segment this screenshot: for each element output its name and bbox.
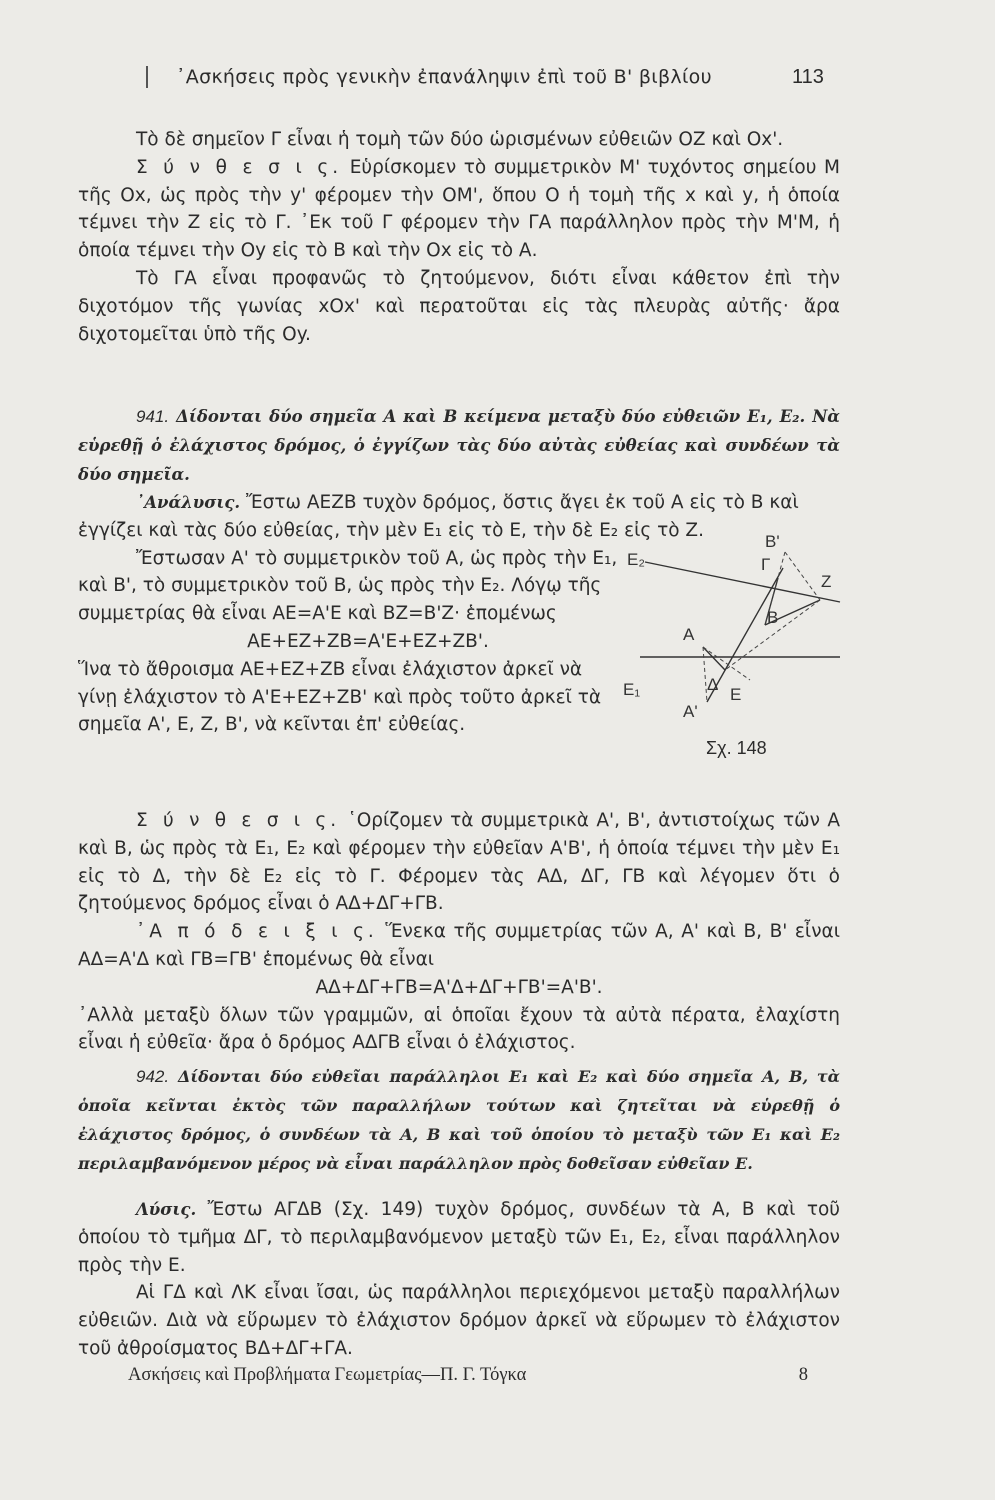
signature-number: 8: [798, 1365, 808, 1385]
paragraph: [78, 1196, 840, 1279]
label-gamma: Γ: [761, 555, 771, 574]
running-header: ᾿Ασκήσεις πρὸς γενικὴν ἐπανάληψιν ἐπὶ τοῦ Β' βιβλίου: [176, 66, 712, 88]
label-e2: Ε₂: [627, 550, 645, 569]
exercise-text: Δίδονται δύο σημεῖα Α καὶ Β κείμενα μεταξὺ δύο εὐθειῶν Ε₁, Ε₂. Νὰ εὑρεθῇ ὁ ἐλάχιστος δρόμος, ὁ ἐγγίζων τὰς δύο αὐτὰς εὐθείας καὶ συνδέων τὰ δύο σημεῖα.: [78, 407, 840, 484]
page-footer: [128, 1365, 808, 1386]
analysis-block: [78, 489, 799, 739]
label-z: Ζ: [821, 572, 832, 591]
synthesis-heading: Σ ύ ν θ ε σ ι ς.: [136, 810, 341, 831]
label-e: Ε: [730, 685, 742, 704]
analysis-heading: ᾿Ανάλυσις.: [136, 493, 241, 512]
page-number: 113: [792, 66, 824, 88]
paragraph: [78, 918, 840, 974]
solution-block: [78, 1196, 840, 1363]
formula: ΑΕ+ΕΖ+ΖΒ=Α'Ε+ΕΖ+ΖΒ'.: [247, 630, 489, 652]
exercise-number: 941.: [136, 407, 170, 426]
exercise-text: Δίδονται δύο εὐθεῖαι παράλληλοι Ε₁ καὶ Ε₂ καὶ δύο σημεῖα Α, Β, τὰ ὁποῖα κεῖνται ἐκτὸς τῶν παραλλήλων τούτων καὶ ζητεῖται νὰ εὑρεθῇ ὁ ἐλάχιστος δρόμος, ὁ συνδέων τὰ Α, Β καὶ τοῦ ὁποίου τὸ μεταξὺ τῶν Ε₁ καὶ Ε₂ περιλαμβανόμενον μέρος νὰ εἶναι παράλληλον πρὸς δοθεῖσαν εὐθεῖαν Ε.: [78, 1067, 840, 1173]
margin-mark: [146, 66, 148, 88]
label-delta: Δ: [707, 675, 719, 694]
label-e1: Ε₁: [623, 680, 641, 699]
paragraph-text: Ἔστω ΑΕΖΒ τυχὸν δρόμος, ὅστις ἄγει ἐκ τοῦ Α εἰς τὸ Β καὶ ἐγγίζει καὶ τὰς δύο εὐθείας, τὴν μὲν Ε₁ εἰς τὸ Ε, τὴν δὲ Ε₂ εἰς τὸ Ζ.: [78, 492, 799, 541]
label-b: Β: [767, 608, 779, 627]
paragraph: Αἱ ΓΔ καὶ ΛΚ εἶναι ἴσαι, ὡς παράλληλοι περιεχόμενοι μεταξὺ παραλλήλων εὐθειῶν. Διὰ νὰ εὕρωμεν τὸ ἐλάχιστον δρόμον ἀρκεῖ νὰ εὕρωμεν τὸ ἐλάχιστον τοῦ ἀθροίσματος ΒΔ+ΔΓ+ΓΑ.: [78, 1282, 840, 1359]
solution-heading: Λύσις.: [136, 1200, 197, 1219]
synthesis-block: [78, 807, 840, 1057]
proof-heading: ᾿Α π ό δ ε ι ξ ι ς.: [136, 921, 378, 943]
synthesis-heading: Σ ύ ν θ ε σ ι ς.: [136, 156, 343, 178]
figure-148: [615, 530, 845, 770]
segment-a-delta: [703, 647, 725, 670]
geometry-diagram: [615, 530, 845, 770]
line-a-prime-b-prime: [707, 568, 783, 702]
paragraph-text: Εὑρίσκομεν τὸ συμμετρικὸν Μ' τυχόντος σημείου Μ τῆς Οx, ὡς πρὸς τὴν y' φέρομεν τὴν ΟΜ', ὅπου Ο ἡ τομὴ τῆς x καὶ y, ἡ ὁποία τέμνει τὴν Ζ εἰς τὸ Γ. ᾿Εκ τοῦ Γ φέρομεν τὴν ΓΑ παράλληλον πρὸς τὴν Μ'Μ, ἡ ὁποία τέμνει τὴν Οy εἰς τὸ Β καὶ τὴν Οx εἰς τὸ Α.: [78, 156, 840, 262]
footer-text: Ασκήσεις καὶ Προβλήματα Γεωμετρίας—Π. Γ. Τόγκα: [128, 1365, 527, 1385]
dashed-b-prime-z: [785, 552, 820, 600]
paragraph: ᾿Αλλὰ μεταξὺ ὅλων τῶν γραμμῶν, αἱ ὁποῖαι ἔχουν τὰ αὐτὰ πέρατα, ἐλαχίστη εἶναι ἡ εὐθεῖα· ἄρα ὁ δρόμος ΑΔΓΒ εἶναι ὁ ἐλάχιστος.: [78, 1004, 840, 1054]
figure-caption: Σχ. 148: [706, 738, 767, 758]
exercise-942-statement: [78, 1062, 840, 1178]
paragraph: Ἔστωσαν Α' τὸ συμμετρικὸν τοῦ Α, ὡς πρὸς τὴν Ε₁, καὶ Β', τὸ συμμετρικὸν τοῦ Β, ὡς πρὸς τὴν Ε₂. Λόγῳ τῆς συμμετρίας θὰ εἶναι ΑΕ=Α'Ε καὶ ΒΖ=Β'Ζ· ἑπομένως: [78, 547, 618, 625]
label-a-prime: Α': [683, 702, 698, 721]
paragraph: [78, 154, 840, 265]
formula: ΑΔ+ΔΓ+ΓΒ=Α'Δ+ΔΓ+ΓΒ'=Α'Β'.: [315, 976, 603, 998]
exercise-941-statement: [78, 402, 840, 489]
paragraph: Τὸ ΓΑ εἶναι προφανῶς τὸ ζητούμενον, διότι εἶναι κάθετον ἐπὶ τὴν διχοτόμον τῆς γωνίας xΟx' καὶ περατοῦται εἰς τὰς πλευρὰς αὐτῆς· ἄρα διχοτομεῖται ὑπὸ τῆς Οy.: [78, 267, 840, 345]
paragraph: Ἵνα τὸ ἄθροισμα ΑΕ+ΕΖ+ΖΒ εἶναι ἐλάχιστον ἀρκεῖ νὰ γίνῃ ἐλάχιστον τὸ Α'Ε+ΕΖ+ΖΒ' καὶ πρὸς τοῦτο ἀρκεῖ τὰ σημεῖα Α', Ε, Ζ, Β', νὰ κεῖνται ἐπ' εὐθείας.: [78, 658, 602, 736]
exercise-number: 942.: [136, 1067, 170, 1086]
paragraph-text: Ἔστω ΑΓΔΒ (Σχ. 149) τυχὸν δρόμος, συνδέων τὰ Α, Β καὶ τοῦ ὁποίου τὸ τμῆμα ΔΓ, τὸ περιλαμβανόμενον μεταξὺ τῶν Ε₁, Ε₂, εἶναι παράλληλον πρὸς τὴν Ε.: [78, 1199, 840, 1276]
paragraph: Τὸ δὲ σημεῖον Γ εἶναι ἡ τομὴ τῶν δύο ὡρισμένων εὐθειῶν ΟΖ καὶ Οx'.: [136, 129, 784, 150]
top-section: [78, 126, 840, 348]
paragraph-text: Ἕνεκα τῆς συμμετρίας τῶν Α, Α' καὶ Β, Β' εἶναι ΑΔ=Α'Δ καὶ ΓΒ=ΓΒ' ἑπομένως θὰ εἶναι: [78, 921, 840, 970]
paragraph-text: ῾Ορίζομεν τὰ συμμετρικὰ Α', Β', ἀντιστοίχως τῶν Α καὶ Β, ὡς πρὸς τὰ Ε₁, Ε₂ καὶ φέρομεν τὴν εὐθεῖαν Α'Β', ἡ ὁποία τέμνει τὴν μὲν Ε₁ εἰς τὸ Δ, τὴν δὲ Ε₂ εἰς τὸ Γ. Φέρομεν τὰς ΑΔ, ΔΓ, ΓΒ καὶ λέγομεν ὅτι ὁ ζητούμενος δρόμος εἶναι ὁ ΑΔ+ΔΓ+ΓΒ.: [78, 810, 840, 915]
label-b-prime: Β': [765, 532, 780, 551]
label-a: Α: [683, 625, 695, 644]
line-e2: [645, 562, 840, 602]
paragraph: [78, 807, 840, 918]
